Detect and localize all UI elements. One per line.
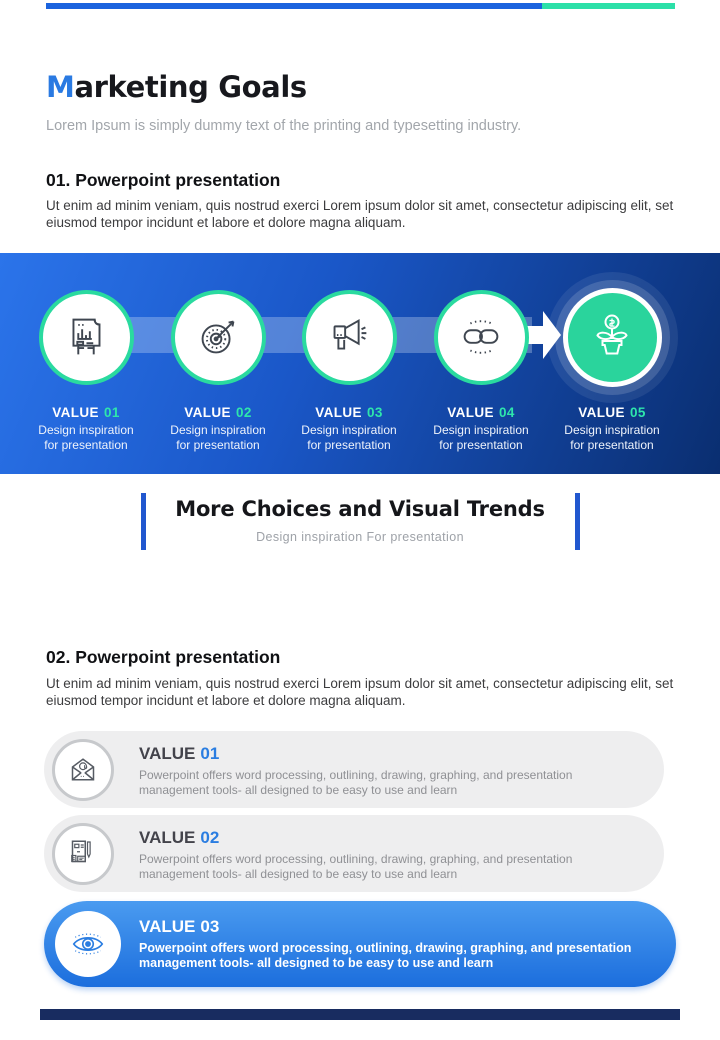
banner-circle-3 [302,290,397,385]
banner-value-desc-4: Design inspiration for presentation [433,423,529,452]
banner-value-desc-2: Design inspiration for presentation [170,423,266,452]
value-row-2-circle [52,823,114,885]
bottom-accent-bar [40,1009,680,1020]
banner-value-number-5: 05 [629,405,646,420]
banner-item-1 [21,281,151,452]
value-row-3-desc: Powerpoint offers word processing, outlining, drawing, graphing, and presentation management tools- all designed to be easy to use and learn [139,941,632,970]
money-plant-icon [584,309,640,365]
banner-value-desc-5: Design inspiration for presentation [564,423,660,452]
banner-item-4 [416,281,546,452]
value-row-2-heading: VALUE 02 [139,828,220,847]
page-subtitle: Lorem Ipsum is simply dummy text of the printing and typesetting industry. [46,118,522,134]
value-row-3-circle [55,911,121,977]
banner-value-number-1: 01 [103,405,120,420]
page-title-initial: M [46,70,75,104]
divider-title: More Choices and Visual Trends [175,497,545,521]
banner-value-number-3: 03 [366,405,383,420]
megaphone-icon [322,310,376,364]
section1-body: Ut enim ad minim veniam, quis nostrud exerci Lorem ipsum dolor sit amet, consectetur adipiscing elit, set eiusmod tempor incidunt et labore et dolore magna aliquam. [46,198,674,230]
value-row-3-highlighted [44,901,676,987]
section1-heading: 01. Powerpoint presentation [46,170,281,190]
banner-value-desc-1: Design inspiration for presentation [38,423,134,452]
chain-link-icon [454,310,508,364]
newspaper-pen-icon [62,833,104,875]
banner-item-2 [153,281,283,452]
value-row-1 [44,731,664,808]
banner-item-3 [284,281,414,452]
banner-item-5 [547,281,677,452]
value-row-1-heading: VALUE 01 [139,744,220,763]
presentation-chart-icon [59,310,113,364]
open-envelope-email-icon [62,749,104,791]
eye-icon [64,920,112,968]
banner-circle-2 [171,290,266,385]
page-title [46,70,307,104]
banner-value-label-5: VALUE 05 [578,405,646,420]
value-row-2 [44,815,664,892]
banner-value-label-1: VALUE 01 [52,405,120,420]
page-title-rest: arketing Goals [74,70,307,104]
divider-subtitle: Design inspiration For presentation [256,530,464,544]
section2-body: Ut enim ad minim veniam, quis nostrud exerci Lorem ipsum dolor sit amet, consectetur adipiscing elit, set eiusmod tempor incidunt et labore et dolore magna aliquam. [46,676,674,708]
banner-value-label-4: VALUE 04 [447,405,515,420]
process-banner [0,253,720,474]
banner-value-number-2: 02 [235,405,252,420]
banner-value-label-3: VALUE 03 [315,405,383,420]
value-row-1-number: 01 [200,744,220,763]
banner-value-desc-3: Design inspiration for presentation [301,423,397,452]
value-row-2-desc: Powerpoint offers word processing, outlining, drawing, graphing, and presentation management tools- all designed to be easy to use and learn [139,852,573,881]
banner-value-number-4: 04 [498,405,515,420]
banner-circle-4 [434,290,529,385]
top-accent-bar-blue [46,3,542,9]
value-row-1-desc: Powerpoint offers word processing, outlining, drawing, graphing, and presentation management tools- all designed to be easy to use and learn [139,768,573,797]
top-accent-bar-teal [542,3,675,9]
section2-heading: 02. Powerpoint presentation [46,647,281,667]
value-row-1-circle [52,739,114,801]
value-row-2-number: 02 [200,828,220,847]
value-row-3-number: 03 [200,917,220,936]
target-dart-icon [191,310,245,364]
banner-circle-5 [563,288,662,387]
banner-circle-1 [39,290,134,385]
value-row-3-heading: VALUE 03 [139,917,220,936]
banner-value-label-2: VALUE 02 [184,405,252,420]
